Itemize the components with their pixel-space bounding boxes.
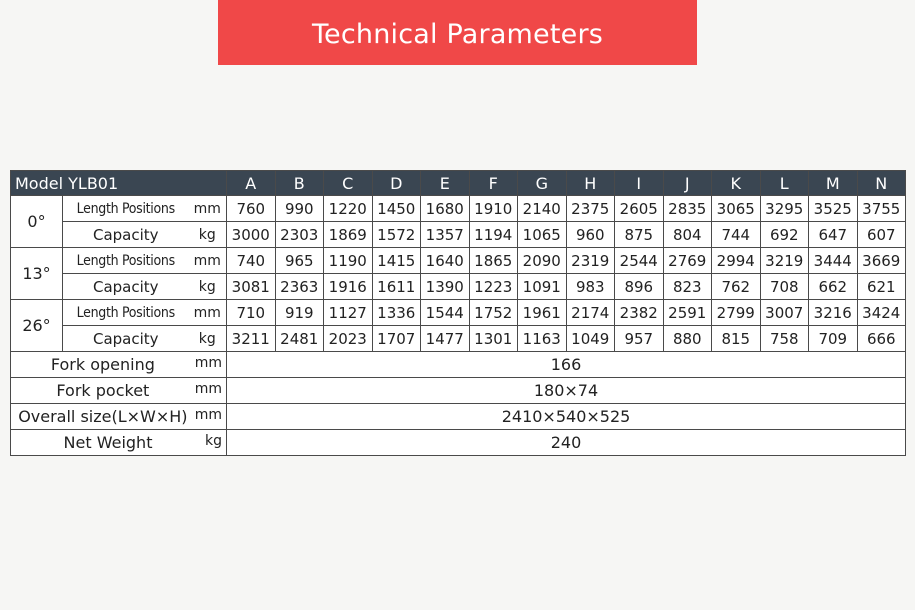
table-cell: 710 [227, 300, 276, 326]
column-header: B [275, 171, 324, 196]
spec-table [10, 170, 906, 456]
table-cell: 607 [857, 222, 906, 248]
unit-label: mm [189, 248, 227, 274]
table-cell: 744 [712, 222, 761, 248]
table-cell: 1611 [372, 274, 421, 300]
page-title: Technical Parameters [311, 19, 604, 50]
table-cell: 3000 [227, 222, 276, 248]
table-cell: 990 [275, 196, 324, 222]
table-cell: 2591 [663, 300, 712, 326]
table-cell: 1916 [324, 274, 373, 300]
unit-label: mm [194, 381, 223, 397]
table-cell: 760 [227, 196, 276, 222]
summary-row [11, 352, 906, 378]
model-label: Model YLB01 [11, 171, 227, 196]
column-header: L [760, 171, 809, 196]
column-header: H [566, 171, 615, 196]
table-cell: 2835 [663, 196, 712, 222]
table-cell: 1049 [566, 326, 615, 352]
summary-value: 166 [227, 352, 906, 378]
table-cell: 2319 [566, 248, 615, 274]
title-banner [218, 0, 697, 65]
table-cell: 2140 [518, 196, 567, 222]
table-cell: 815 [712, 326, 761, 352]
table-cell: 1544 [421, 300, 470, 326]
summary-value: 240 [227, 430, 906, 456]
summary-label: Fork opening [50, 355, 155, 374]
table-cell: 1223 [469, 274, 518, 300]
spec-table-body [11, 196, 906, 456]
summary-label-cell [11, 378, 227, 404]
table-cell: 2799 [712, 300, 761, 326]
parameter-label: Length Positions [63, 196, 189, 222]
table-cell: 1752 [469, 300, 518, 326]
table-cell: 2174 [566, 300, 615, 326]
table-cell: 1357 [421, 222, 470, 248]
angle-label: 26° [11, 300, 63, 352]
table-cell: 3211 [227, 326, 276, 352]
table-cell: 1680 [421, 196, 470, 222]
table-cell: 3295 [760, 196, 809, 222]
table-cell: 1640 [421, 248, 470, 274]
table-row [11, 222, 906, 248]
table-cell: 2090 [518, 248, 567, 274]
table-cell: 983 [566, 274, 615, 300]
table-cell: 647 [809, 222, 858, 248]
table-cell: 3669 [857, 248, 906, 274]
table-row [11, 196, 906, 222]
unit-label: mm [189, 196, 227, 222]
table-cell: 957 [615, 326, 664, 352]
table-cell: 1450 [372, 196, 421, 222]
summary-label-cell [11, 430, 227, 456]
summary-label: Fork pocket [56, 381, 150, 400]
table-row [11, 274, 906, 300]
table-cell: 3219 [760, 248, 809, 274]
table-cell: 1190 [324, 248, 373, 274]
table-cell: 2375 [566, 196, 615, 222]
unit-label: mm [194, 355, 223, 371]
table-cell: 3007 [760, 300, 809, 326]
column-header: D [372, 171, 421, 196]
table-cell: 1127 [324, 300, 373, 326]
unit-label: kg [189, 222, 227, 248]
angle-label: 13° [11, 248, 63, 300]
table-cell: 3755 [857, 196, 906, 222]
column-header: I [615, 171, 664, 196]
table-cell: 919 [275, 300, 324, 326]
table-row [11, 300, 906, 326]
table-cell: 3081 [227, 274, 276, 300]
table-cell: 708 [760, 274, 809, 300]
table-cell: 2769 [663, 248, 712, 274]
table-cell: 2544 [615, 248, 664, 274]
summary-row [11, 430, 906, 456]
table-cell: 960 [566, 222, 615, 248]
unit-label: mm [189, 300, 227, 326]
table-cell: 3444 [809, 248, 858, 274]
table-cell: 1707 [372, 326, 421, 352]
summary-label-cell [11, 404, 227, 430]
table-cell: 2481 [275, 326, 324, 352]
table-cell: 3525 [809, 196, 858, 222]
table-cell: 758 [760, 326, 809, 352]
table-cell: 1065 [518, 222, 567, 248]
table-row [11, 326, 906, 352]
summary-label: Net Weight [63, 433, 153, 452]
table-cell: 880 [663, 326, 712, 352]
unit-label: kg [189, 274, 227, 300]
column-header: A [227, 171, 276, 196]
column-header: J [663, 171, 712, 196]
table-row [11, 248, 906, 274]
summary-row [11, 404, 906, 430]
summary-value: 180×74 [227, 378, 906, 404]
parameter-label: Length Positions [63, 300, 189, 326]
summary-row [11, 378, 906, 404]
table-cell: 3424 [857, 300, 906, 326]
table-cell: 1194 [469, 222, 518, 248]
table-cell: 1336 [372, 300, 421, 326]
unit-label: kg [205, 433, 223, 449]
unit-label: mm [194, 407, 223, 423]
table-cell: 1477 [421, 326, 470, 352]
table-cell: 621 [857, 274, 906, 300]
table-cell: 1961 [518, 300, 567, 326]
table-cell: 666 [857, 326, 906, 352]
table-cell: 692 [760, 222, 809, 248]
table-cell: 2303 [275, 222, 324, 248]
table-header-row [11, 171, 906, 196]
table-cell: 1301 [469, 326, 518, 352]
table-cell: 3065 [712, 196, 761, 222]
table-cell: 1910 [469, 196, 518, 222]
table-cell: 2363 [275, 274, 324, 300]
column-header: E [421, 171, 470, 196]
table-cell: 2382 [615, 300, 664, 326]
table-cell: 1865 [469, 248, 518, 274]
column-header: N [857, 171, 906, 196]
summary-label: Overall size(L×W×H) [18, 407, 188, 426]
table-cell: 709 [809, 326, 858, 352]
table-cell: 896 [615, 274, 664, 300]
column-header: F [469, 171, 518, 196]
table-cell: 1572 [372, 222, 421, 248]
summary-value: 2410×540×525 [227, 404, 906, 430]
angle-label: 0° [11, 196, 63, 248]
parameter-label: Capacity [63, 222, 189, 248]
table-cell: 1091 [518, 274, 567, 300]
unit-label: kg [189, 326, 227, 352]
table-cell: 804 [663, 222, 712, 248]
table-cell: 3216 [809, 300, 858, 326]
parameter-label: Capacity [63, 274, 189, 300]
table-cell: 2994 [712, 248, 761, 274]
column-header: K [712, 171, 761, 196]
parameter-label: Length Positions [63, 248, 189, 274]
table-cell: 1163 [518, 326, 567, 352]
column-header: C [324, 171, 373, 196]
table-cell: 823 [663, 274, 712, 300]
table-cell: 1415 [372, 248, 421, 274]
column-header: M [809, 171, 858, 196]
table-cell: 740 [227, 248, 276, 274]
table-cell: 2605 [615, 196, 664, 222]
table-cell: 965 [275, 248, 324, 274]
table-cell: 762 [712, 274, 761, 300]
parameter-label: Capacity [63, 326, 189, 352]
summary-label-cell [11, 352, 227, 378]
table-cell: 662 [809, 274, 858, 300]
table-cell: 1390 [421, 274, 470, 300]
table-cell: 1869 [324, 222, 373, 248]
table-cell: 1220 [324, 196, 373, 222]
table-cell: 2023 [324, 326, 373, 352]
column-header: G [518, 171, 567, 196]
table-cell: 875 [615, 222, 664, 248]
